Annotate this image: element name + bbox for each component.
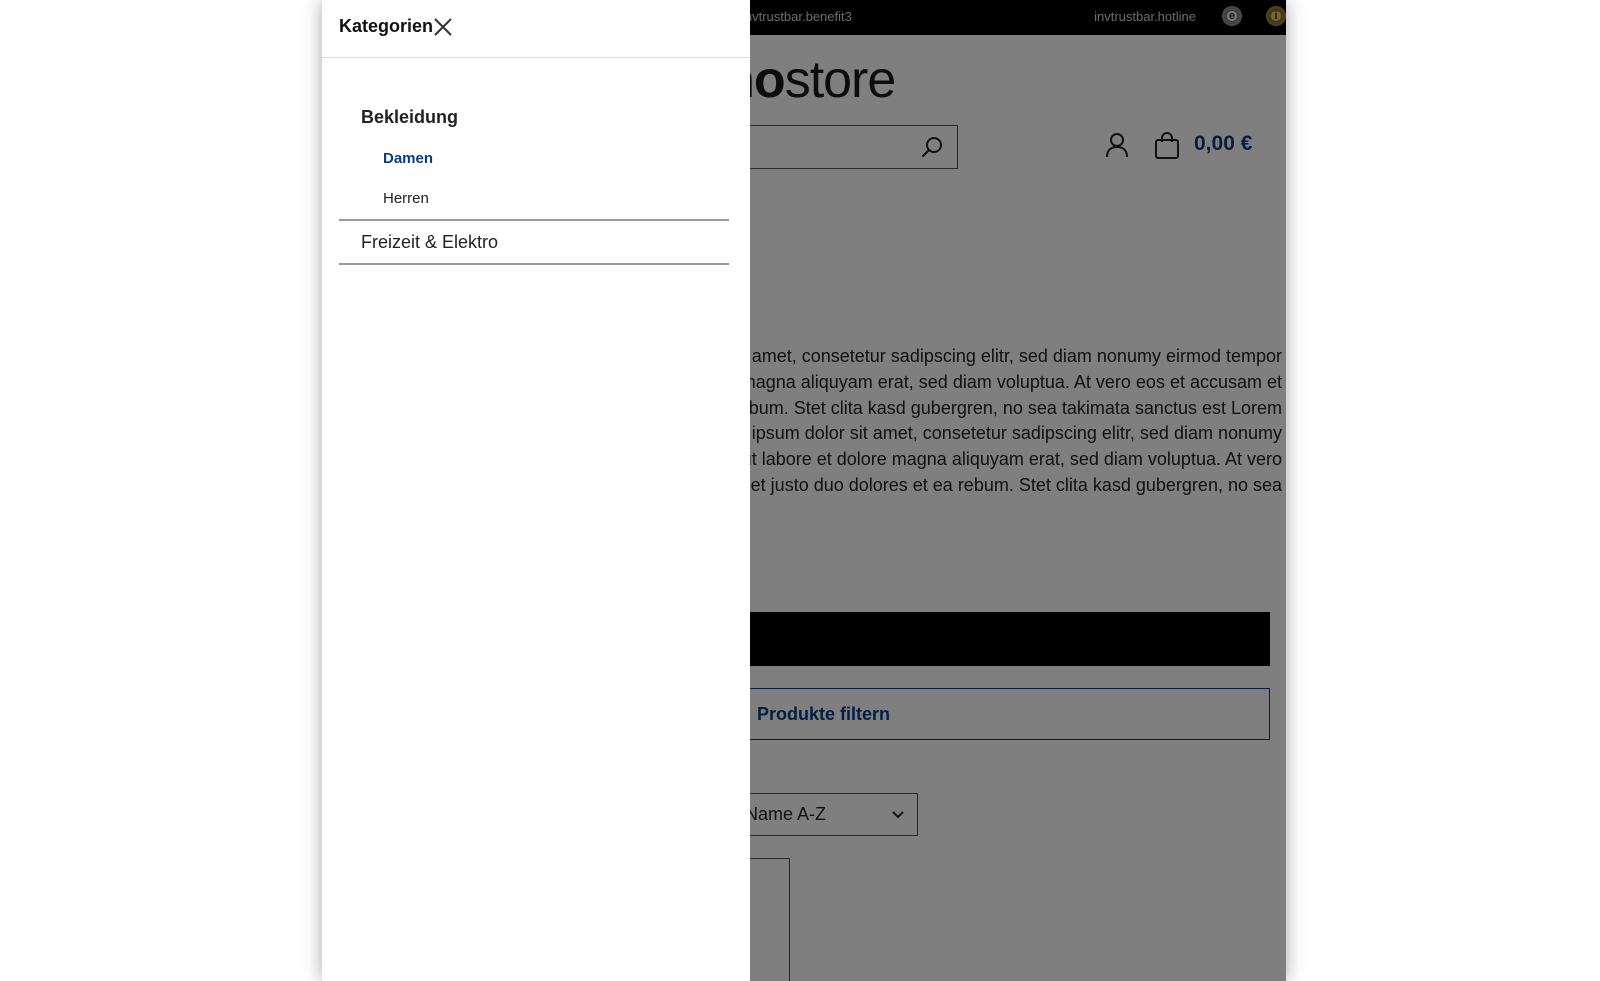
close-icon[interactable] — [432, 16, 454, 38]
divider — [339, 263, 729, 265]
offcanvas-title: Kategorien — [339, 16, 434, 36]
offcanvas-header — [322, 0, 750, 58]
category-offcanvas — [322, 0, 750, 981]
category-freizeit-elektro[interactable]: Freizeit & Elektro — [361, 232, 499, 252]
category-bekleidung[interactable]: Bekleidung — [361, 107, 459, 127]
category-herren[interactable]: Herren — [383, 190, 429, 207]
divider — [339, 219, 729, 221]
browser-viewport — [322, 0, 1286, 981]
category-damen[interactable]: Damen — [383, 150, 434, 167]
